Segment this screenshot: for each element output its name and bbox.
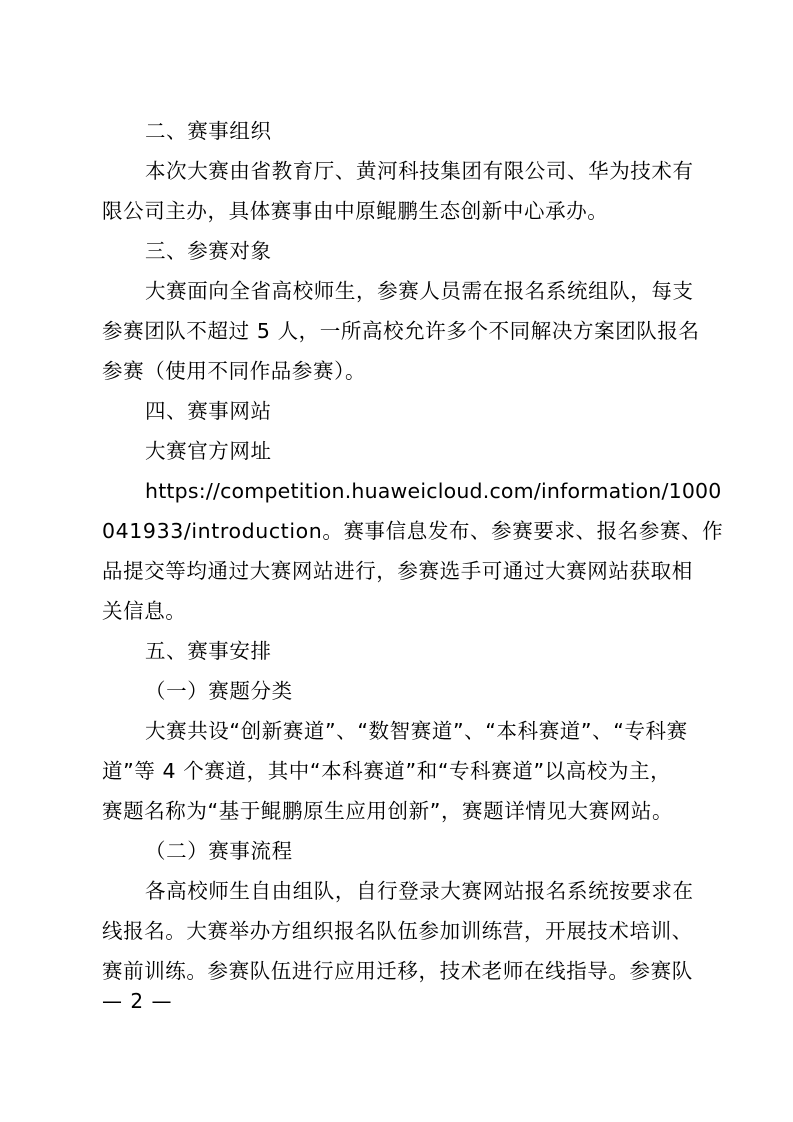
paragraph-line: 各高校师生自由组队，自行登录大赛网站报名系统按要求在 (145, 879, 694, 903)
paragraph-line: 参赛团队不超过 5 人，一所高校允许多个不同解决方案团队报名 (102, 319, 700, 343)
paragraph-line: 线报名。大赛举办方组织报名队伍参加训练营，开展技术培训、 (102, 919, 693, 943)
paragraph-line: 限公司主办，具体赛事由中原鲲鹏生态创新中心承办。 (102, 199, 609, 223)
paragraph-line: 大赛面向全省高校师生，参赛人员需在报名系统组队，每支 (145, 279, 694, 303)
paragraph-line: 大赛官方网址 (145, 439, 272, 463)
paragraph-line: 关信息。 (102, 599, 187, 623)
paragraph-line: 道”等 4 个赛道，其中“本科赛道”和“专科赛道”以高校为主， (102, 759, 672, 783)
paragraph-line: 大赛共设“创新赛道”、“数智赛道”、“本科赛道”、“专科赛 (145, 719, 688, 743)
url-line: https://competition.huaweicloud.com/information/1000 (145, 479, 722, 503)
paragraph-line: 赛前训练。参赛队伍进行应用迁移，技术老师在线指导。参赛队 (102, 959, 693, 983)
section-heading-website: 四、赛事网站 (145, 399, 272, 423)
paragraph-line: 041933/introduction。赛事信息发布、参赛要求、报名参赛、作 (102, 519, 724, 543)
paragraph-line: 参赛（使用不同作品参赛）。 (102, 359, 367, 383)
section-heading-schedule: 五、赛事安排 (145, 639, 272, 663)
paragraph-line: 品提交等均通过大赛网站进行，参赛选手可通过大赛网站获取相 (102, 559, 693, 583)
subsection-heading-categories: （一）赛题分类 (145, 679, 293, 703)
paragraph-line: 本次大赛由省教育厅、黄河科技集团有限公司、华为技术有 (145, 159, 694, 183)
page-number: — 2 — (102, 989, 173, 1013)
section-heading-organization: 二、赛事组织 (145, 119, 272, 143)
subsection-heading-process: （二）赛事流程 (145, 839, 293, 863)
paragraph-line: 赛题名称为“基于鲲鹏原生应用创新”，赛题详情见大赛网站。 (102, 799, 674, 823)
section-heading-participants: 三、参赛对象 (145, 239, 272, 263)
